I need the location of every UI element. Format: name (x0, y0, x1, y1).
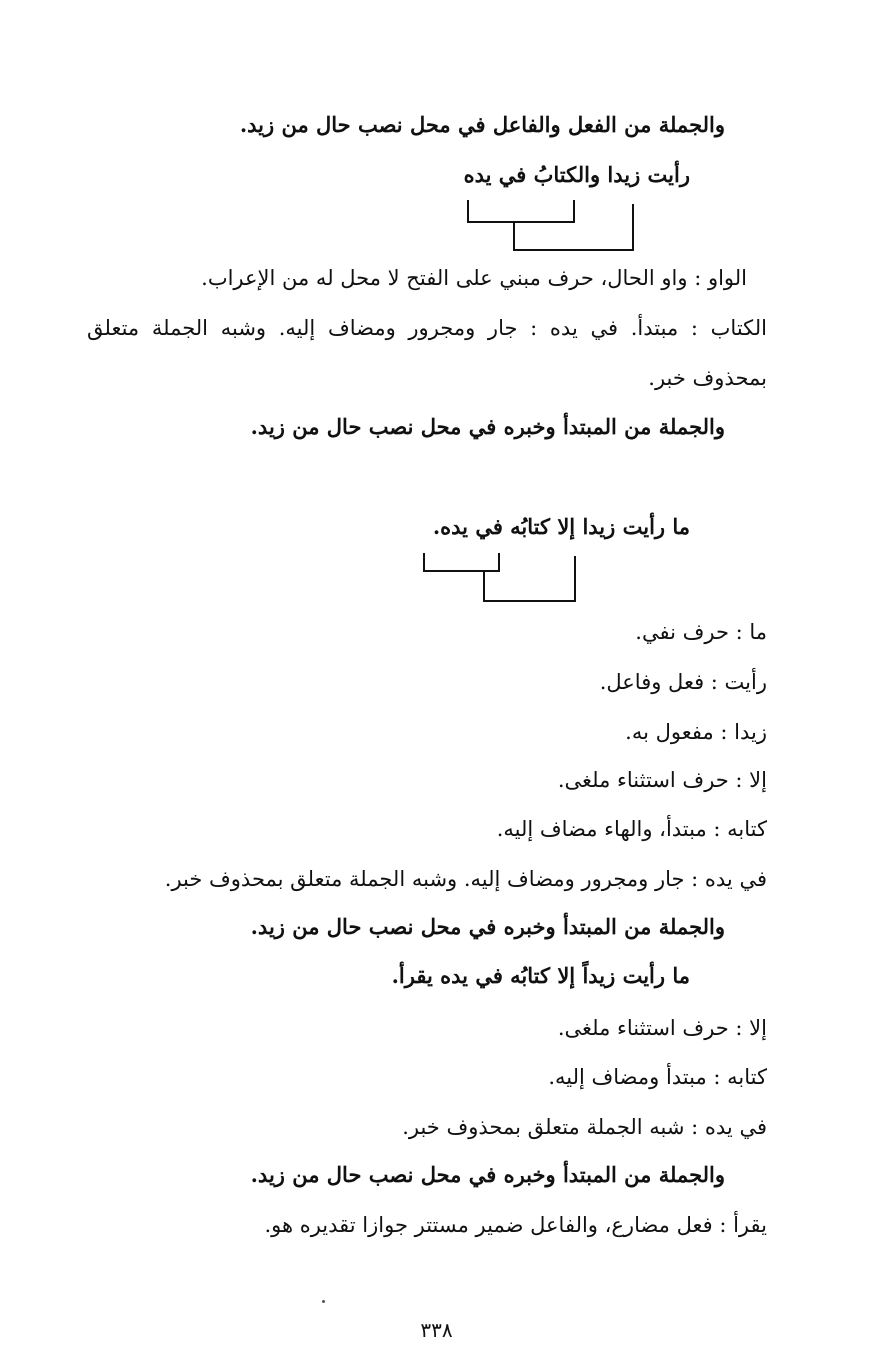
print-speck (322, 1300, 325, 1303)
text-line-1: والجملة من الفعل والفاعل في محل نصب حال من زيد. (239, 112, 725, 137)
dependency-bracket-2 (0, 0, 873, 620)
text-line-3: الواو : واو الحال، حرف مبني على الفتح لا محل له من الإعراب. (201, 266, 747, 290)
text-line-4: الكتاب : مبتدأ. في يده : جار ومجرور ومضاف إليه. وشبه الجملة متعلق (87, 316, 767, 340)
text-line-8: ما : حرف نفي. (635, 620, 767, 644)
text-line-5: بمحذوف خبر. (648, 366, 767, 390)
text-line-16: إلا : حرف استثناء ملغى. (557, 1016, 767, 1040)
text-line-10: زيدا : مفعول به. (625, 720, 767, 744)
text-line-11: إلا : حرف استثناء ملغى. (557, 768, 767, 792)
text-line-9: رأيت : فعل وفاعل. (599, 670, 767, 694)
text-line-12: كتابه : مبتدأ، والهاء مضاف إليه. (496, 817, 767, 841)
text-line-13: في يده : جار ومجرور ومضاف إليه. وشبه الجملة متعلق بمحذوف خبر. (164, 867, 767, 891)
example-sentence-1: رأيت زيدا والكتابُ في يده (463, 162, 690, 187)
page-number: ٣٣٨ (420, 1318, 453, 1342)
text-line-18: في يده : شبه الجملة متعلق بمحذوف خبر. (402, 1115, 767, 1139)
text-line-14: والجملة من المبتدأ وخبره في محل نصب حال من زيد. (250, 914, 725, 939)
text-line-20: يقرأ : فعل مضارع، والفاعل ضمير مستتر جوازا تقديره هو. (264, 1213, 767, 1237)
example-sentence-3: ما رأيت زيداً إلا كتابُه في يده يقرأ. (391, 963, 690, 988)
text-line-17: كتابه : مبتدأ ومضاف إليه. (548, 1065, 767, 1089)
example-sentence-2: ما رأيت زيدا إلا كتابُه في يده. (432, 514, 690, 539)
text-line-19: والجملة من المبتدأ وخبره في محل نصب حال من زيد. (250, 1162, 725, 1187)
text-line-6: والجملة من المبتدأ وخبره في محل نصب حال من زيد. (250, 414, 725, 439)
